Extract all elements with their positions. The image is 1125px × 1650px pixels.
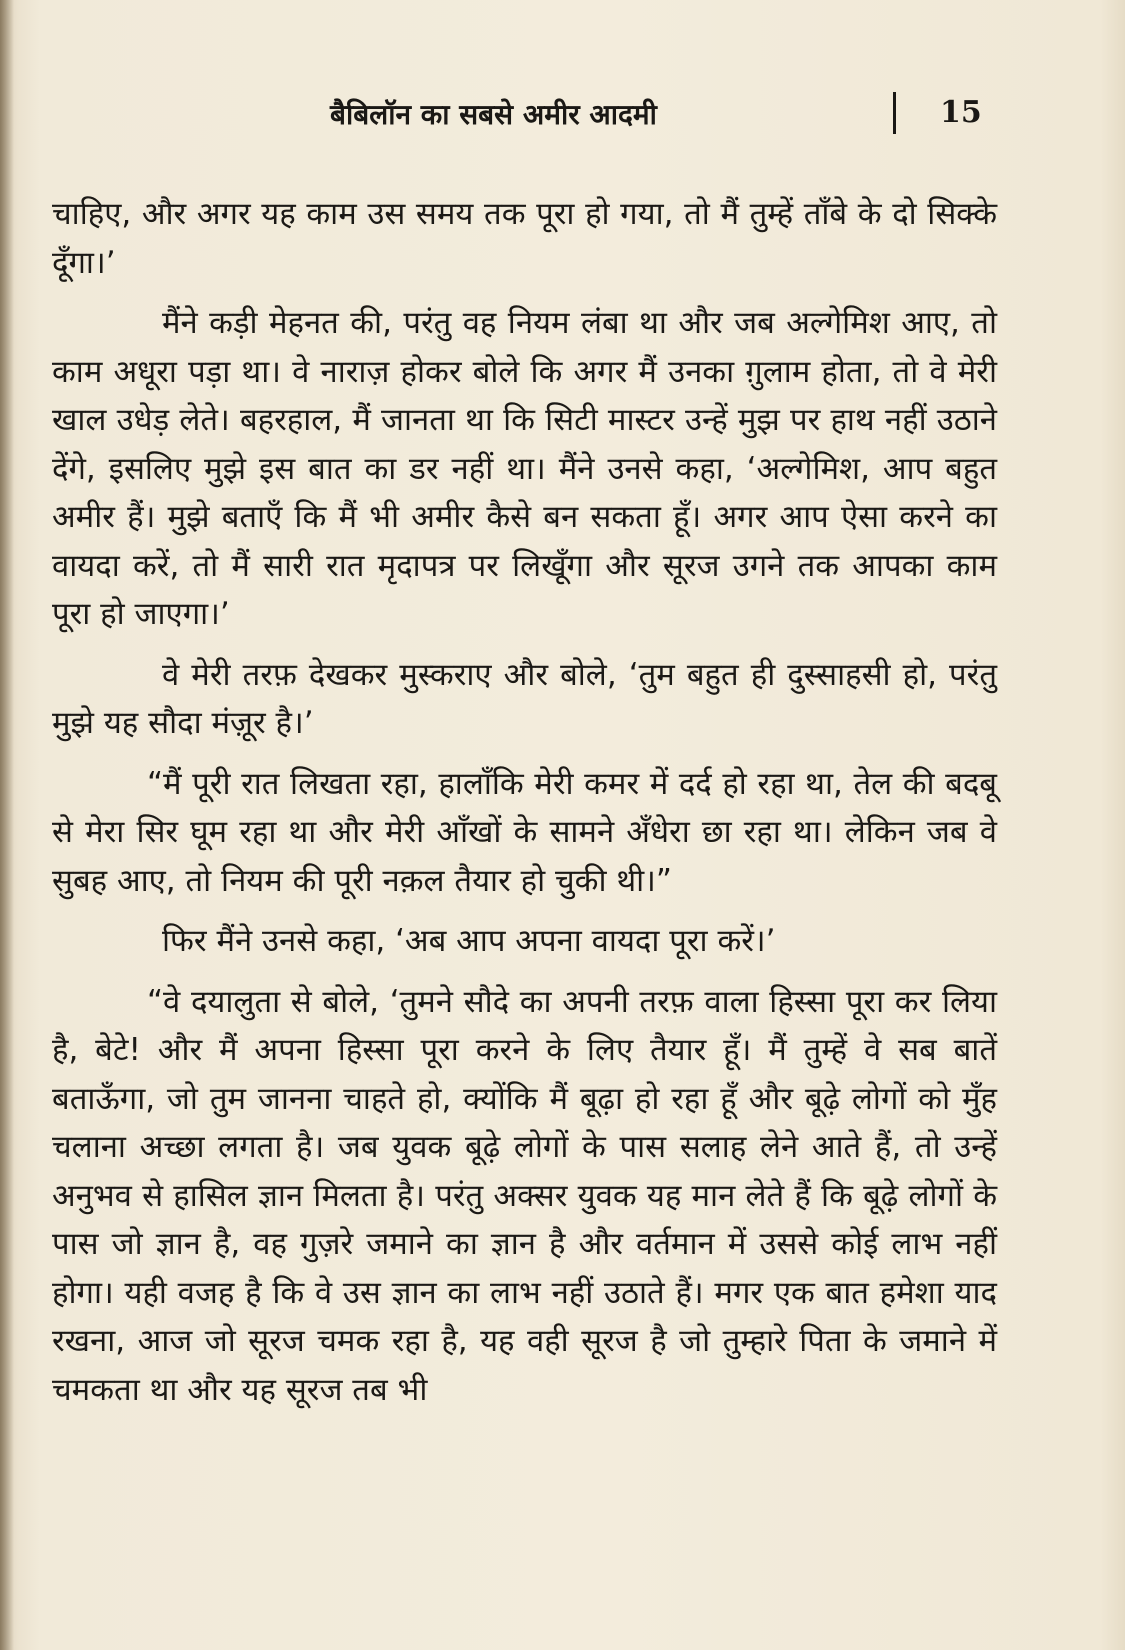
paragraph-3: वे मेरी तरफ़ देखकर मुस्कराए और बोले, ‘तुम बहुत ही दुस्साहसी हो, परंतु मुझे यह सौदा मंज़ूर है।’ [52, 656, 997, 741]
body-text [52, 190, 997, 1426]
running-head-title: बैबिलॉन का सबसे अमीर आदमी [330, 98, 657, 131]
header-divider [893, 92, 896, 134]
paragraph-1: चाहिए, और अगर यह काम उस समय तक पूरा हो गया, तो मैं तुम्हें ताँबे के दो सिक्के दूँगा।’ [52, 196, 997, 281]
paragraph-4: “मैं पूरी रात लिखता रहा, हालाँकि मेरी कमर में दर्द हो रहा था, तेल की बदबू से मेरा सिर घूम रहा था और मेरी आँखों के सामने अँधेरा छा रहा था। लेकिन जब वे सुबह आए, तो नियम की पूरी नक़ल तैयार हो चुकी थी।” [52, 765, 997, 899]
paragraph-5: फिर मैंने उनसे कहा, ‘अब आप अपना वायदा पूरा करें।’ [162, 923, 776, 959]
page-number: 15 [940, 95, 982, 130]
page-gutter [0, 0, 14, 1650]
paragraph-6: “वे दयालुता से बोले, ‘तुमने सौदे का अपनी तरफ़ वाला हिस्सा पूरा कर लिया है, बेटे! और मैं अपना हिस्सा पूरा करने के लिए तैयार हूँ। मैं तुम्हें वे सब बातें बताऊँगा, जो तुम जानना चाहते हो, क्योंकि मैं बूढ़ा हो रहा हूँ और बूढ़े लोगों को मुँह चलाना अच्छा लगता है। जब युवक बूढ़े लोगों के पास सलाह लेने आते हैं, तो उन्हें अनुभव से हासिल ज्ञान मिलता है। परंतु अक्सर युवक यह मान लेते हैं कि बूढ़े लोगों के पास जो ज्ञान है, वह गुज़रे जमाने का ज्ञान है और वर्तमान में उससे कोई लाभ नहीं होगा। यही वजह है कि वे उस ज्ञान का लाभ नहीं उठाते हैं। मगर एक बात हमेशा याद रखना, आज जो सूरज चमक रहा है, यह वही सूरज है जो तुम्हारे पिता के जमाने में चमकता था और यह सूरज तब भी [52, 983, 997, 1408]
paragraph-2: मैंने कड़ी मेहनत की, परंतु वह नियम लंबा था और जब अल्गेमिश आए, तो काम अधूरा पड़ा था। वे नाराज़ होकर बोले कि अगर मैं उनका ग़ुलाम होता, तो वे मेरी खाल उधेड़ लेते। बहरहाल, मैं जानता था कि सिटी मास्टर उन्हें मुझ पर हाथ नहीं उठाने देंगे, इसलिए मुझे इस बात का डर नहीं था। मैंने उनसे कहा, ‘अल्गेमिश, आप बहुत अमीर हैं। मुझे बताएँ कि मैं भी अमीर कैसे बन सकता हूँ। अगर आप ऐसा करने का वायदा करें, तो मैं सारी रात मृदापत्र पर लिखूँगा और सूरज उगने तक आपका काम पूरा हो जाएगा।’ [52, 305, 997, 632]
